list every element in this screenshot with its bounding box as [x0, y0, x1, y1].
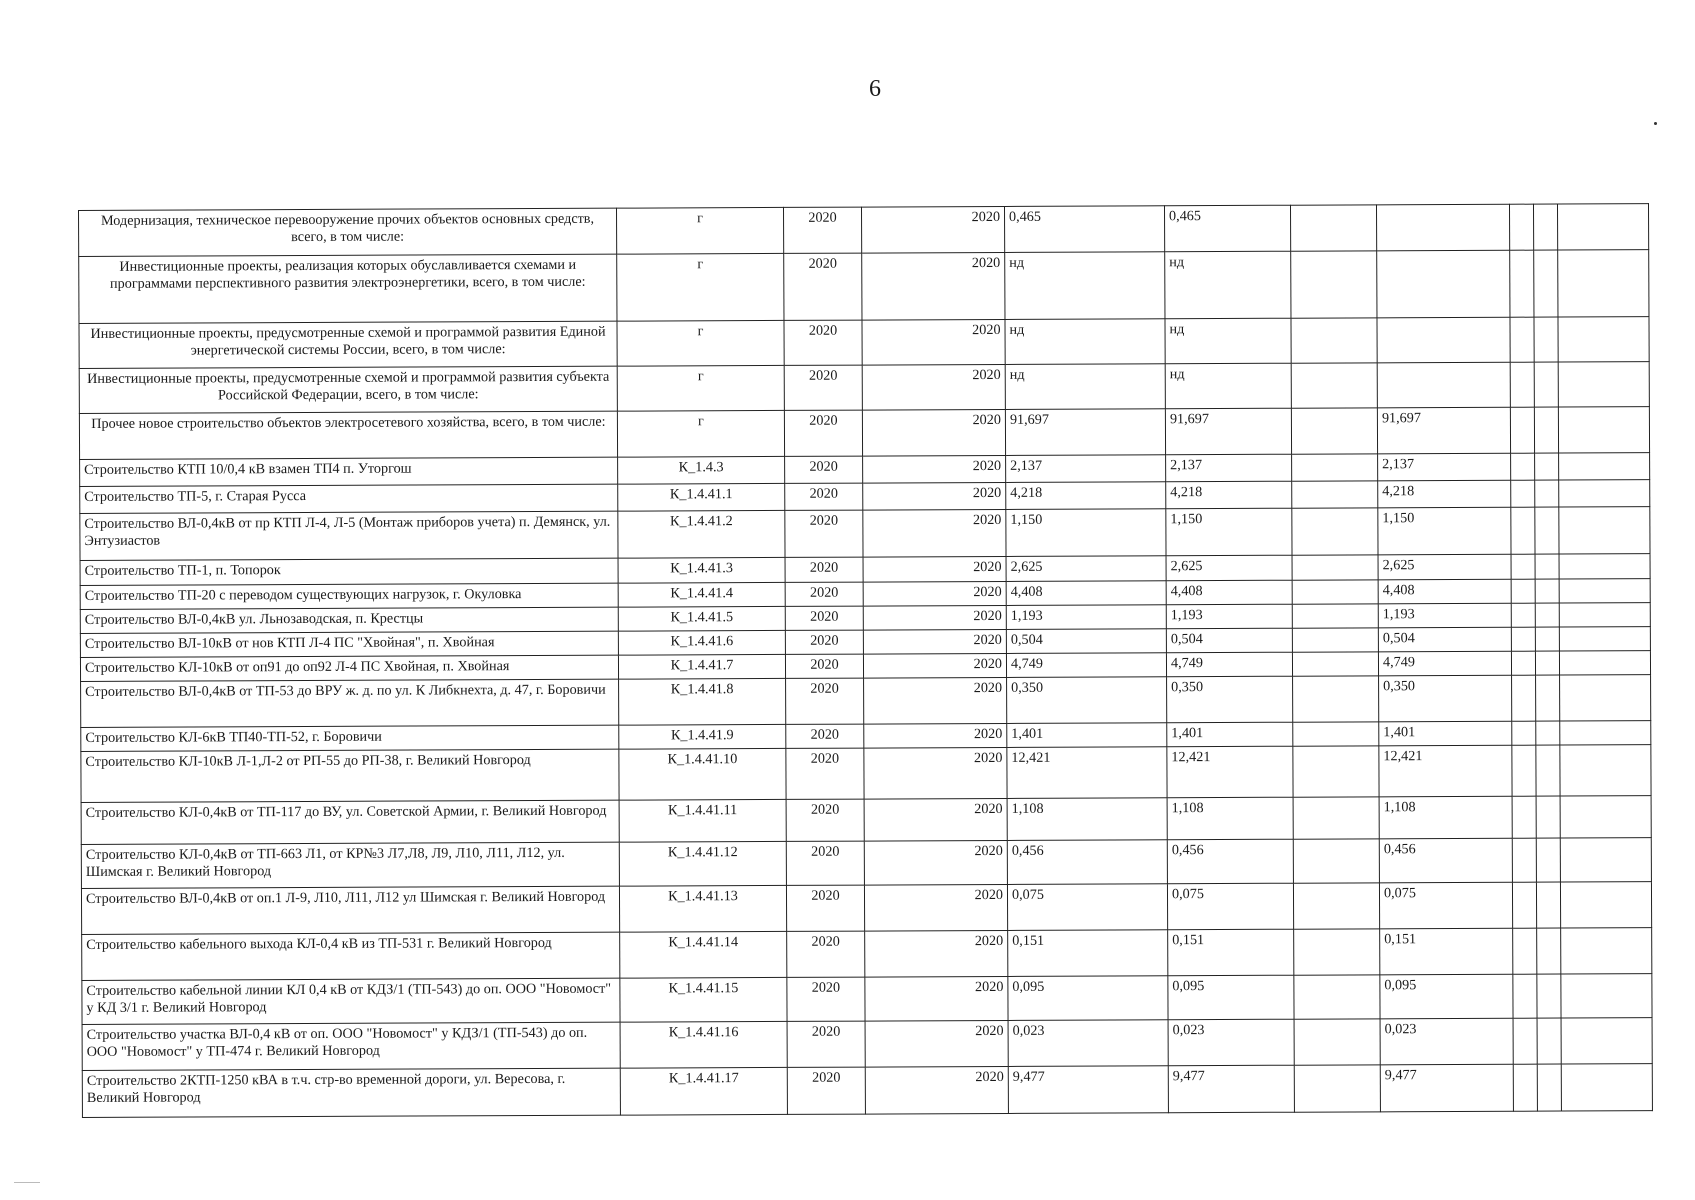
- investment-projects-table: [78, 203, 1653, 1118]
- year-end-cell: 2020: [864, 723, 1007, 748]
- value-2-cell: 1,108: [1167, 797, 1293, 840]
- year-end-cell: 2020: [865, 1020, 1008, 1067]
- empty-cell: [1558, 250, 1649, 317]
- value-3-cell: 0,075: [1379, 882, 1512, 929]
- empty-cell: [1536, 882, 1560, 928]
- project-code-cell: К_1.4.41.16: [620, 1021, 787, 1068]
- table-row: [79, 204, 1649, 257]
- value-1-cell: 2,137: [1006, 455, 1166, 483]
- empty-cell: [1534, 407, 1558, 453]
- value-1-cell: 1,150: [1006, 509, 1166, 557]
- project-code-cell: К_1.4.41.13: [619, 885, 786, 932]
- value-1-cell: 0,465: [1004, 206, 1164, 253]
- empty-cell: [1292, 555, 1378, 580]
- empty-cell: [1560, 745, 1651, 796]
- empty-cell: [1293, 676, 1379, 722]
- project-name-cell: Строительство КЛ-10кВ от оп91 до оп92 Л-4 ПС Хвойная, п. Хвойная: [80, 655, 618, 681]
- project-code-cell: К_1.4.41.11: [619, 799, 786, 842]
- scan-mark: [14, 1182, 40, 1183]
- value-2-cell: 4,218: [1166, 481, 1292, 509]
- year-end-cell: 2020: [864, 747, 1007, 799]
- year-start-cell: 2020: [784, 320, 862, 365]
- empty-cell: [1536, 838, 1560, 882]
- year-start-cell: 2020: [784, 410, 862, 456]
- value-2-cell: 1,401: [1167, 722, 1293, 747]
- year-end-cell: 2020: [863, 509, 1006, 557]
- value-3-cell: 4,218: [1378, 480, 1511, 508]
- year-start-cell: 2020: [785, 483, 863, 510]
- value-1-cell: 12,421: [1007, 747, 1167, 799]
- value-1-cell: 9,477: [1008, 1066, 1168, 1114]
- project-name-cell: Строительство ВЛ-0,4кВ от ТП-53 до ВРУ ж. д. по ул. К Либкнехта, д. 47, г. Боровичи: [81, 679, 619, 727]
- value-3-cell: 12,421: [1379, 745, 1512, 797]
- table-row: [80, 507, 1650, 561]
- value-2-cell: 0,095: [1168, 975, 1294, 1020]
- project-code-cell: К_1.4.41.1: [618, 483, 785, 511]
- empty-cell: [1293, 839, 1379, 883]
- value-1-cell: 0,350: [1007, 677, 1167, 724]
- year-start-cell: 2020: [785, 630, 863, 654]
- year-end-cell: 2020: [862, 364, 1005, 410]
- year-end-cell: 2020: [863, 653, 1006, 678]
- project-name-cell: Строительство КЛ-10кВ Л-1,Л-2 от РП-55 до РП-38, г. Великий Новгород: [81, 749, 619, 802]
- empty-cell: [1513, 928, 1537, 974]
- value-1-cell: 4,749: [1006, 653, 1166, 678]
- value-2-cell: 0,151: [1168, 929, 1294, 976]
- value-2-cell: нд: [1165, 318, 1291, 364]
- project-name-cell: Модернизация, техническое перевооружение прочих объектов основных средств, всего, в том числе:: [79, 208, 617, 256]
- value-1-cell: 0,095: [1008, 976, 1168, 1021]
- empty-cell: [1537, 1064, 1561, 1111]
- table-row: [81, 796, 1651, 845]
- empty-cell: [1292, 508, 1378, 555]
- empty-cell: [1534, 250, 1558, 317]
- empty-cell: [1536, 745, 1560, 796]
- year-start-cell: 2020: [783, 207, 861, 253]
- empty-cell: [1513, 974, 1537, 1018]
- table-row: [81, 675, 1651, 728]
- table-row: [79, 317, 1649, 369]
- project-code-cell: К_1.4.41.17: [620, 1067, 787, 1115]
- value-2-cell: 2,137: [1166, 454, 1292, 482]
- empty-cell: [1292, 628, 1378, 652]
- year-end-cell: 2020: [864, 798, 1007, 841]
- empty-cell: [1535, 453, 1559, 480]
- value-1-cell: 1,108: [1007, 798, 1167, 841]
- empty-cell: [1561, 1018, 1652, 1064]
- project-code-cell: К_1.4.41.5: [618, 606, 785, 631]
- year-start-cell: 2020: [787, 977, 865, 1021]
- empty-cell: [1510, 407, 1534, 453]
- empty-cell: [1292, 652, 1378, 676]
- empty-cell: [1290, 205, 1376, 251]
- empty-cell: [1292, 580, 1378, 604]
- empty-cell: [1293, 722, 1379, 746]
- year-start-cell: 2020: [787, 1067, 865, 1114]
- empty-cell: [1558, 407, 1649, 453]
- empty-cell: [1535, 480, 1559, 507]
- empty-cell: [1512, 838, 1536, 882]
- year-start-cell: 2020: [787, 931, 865, 977]
- value-3-cell: [1377, 250, 1510, 318]
- year-end-cell: 2020: [865, 1066, 1008, 1114]
- empty-cell: [1511, 579, 1535, 603]
- value-1-cell: 0,456: [1007, 840, 1167, 885]
- year-start-cell: 2020: [785, 456, 863, 483]
- value-3-cell: 0,504: [1378, 627, 1511, 652]
- year-start-cell: 2020: [785, 582, 863, 606]
- empty-cell: [1559, 554, 1650, 579]
- value-2-cell: 1,193: [1166, 604, 1292, 629]
- value-3-cell: 1,150: [1378, 507, 1511, 555]
- year-end-cell: 2020: [864, 884, 1007, 931]
- year-start-cell: 2020: [786, 748, 864, 799]
- empty-cell: [1560, 838, 1651, 882]
- empty-cell: [1292, 604, 1378, 628]
- project-code-cell: К_1.4.41.6: [618, 630, 785, 655]
- empty-cell: [1561, 1064, 1652, 1111]
- project-code-cell: К_1.4.41.10: [619, 748, 786, 800]
- empty-cell: [1291, 408, 1377, 454]
- empty-cell: [1510, 250, 1534, 317]
- empty-cell: [1534, 362, 1558, 407]
- empty-cell: [1293, 883, 1379, 929]
- value-2-cell: 0,075: [1167, 883, 1293, 930]
- scan-speck: [1654, 122, 1657, 125]
- value-3-cell: 1,193: [1378, 603, 1511, 628]
- value-2-cell: 9,477: [1168, 1065, 1294, 1113]
- project-code-cell: К_1.4.41.3: [618, 557, 785, 583]
- year-end-cell: 2020: [863, 581, 1006, 606]
- year-end-cell: 2020: [863, 605, 1006, 630]
- project-code-cell: К_1.4.41.7: [618, 654, 785, 679]
- empty-cell: [1294, 1019, 1380, 1065]
- empty-cell: [1560, 796, 1651, 838]
- empty-cell: [1559, 627, 1650, 651]
- project-name-cell: Строительство ТП-5, г. Старая Русса: [80, 484, 618, 513]
- empty-cell: [1294, 929, 1380, 975]
- year-end-cell: 2020: [863, 482, 1006, 510]
- project-name-cell: Строительство 2КТП-1250 кВА в т.ч. стр-во временной дороги, ул. Вересова, г. Великий Новгород: [82, 1068, 620, 1117]
- project-code-cell: К_1.4.3: [618, 456, 785, 484]
- empty-cell: [1559, 480, 1650, 507]
- value-3-cell: 0,350: [1379, 675, 1512, 722]
- value-3-cell: [1377, 317, 1510, 363]
- table-body: [79, 204, 1653, 1118]
- table-row: [82, 974, 1652, 1025]
- empty-cell: [1537, 928, 1561, 974]
- value-3-cell: 91,697: [1377, 407, 1510, 454]
- project-name-cell: Строительство ТП-20 с переводом существующих нагрузок, г. Окуловка: [80, 583, 618, 609]
- empty-cell: [1537, 1018, 1561, 1064]
- empty-cell: [1292, 481, 1378, 508]
- empty-cell: [1511, 627, 1535, 651]
- table-row: [82, 928, 1652, 981]
- year-start-cell: 2020: [785, 510, 863, 557]
- table-row: [81, 882, 1651, 935]
- project-code-cell: г: [617, 320, 784, 366]
- value-1-cell: 4,408: [1006, 581, 1166, 606]
- empty-cell: [1293, 746, 1379, 797]
- empty-cell: [1559, 453, 1650, 480]
- project-code-cell: г: [617, 365, 784, 411]
- year-end-cell: 2020: [864, 677, 1007, 724]
- value-2-cell: 0,023: [1168, 1019, 1294, 1066]
- value-2-cell: 2,625: [1166, 555, 1292, 581]
- empty-cell: [1535, 627, 1559, 651]
- year-start-cell: 2020: [786, 724, 864, 748]
- year-start-cell: 2020: [786, 799, 864, 841]
- empty-cell: [1511, 554, 1535, 579]
- value-3-cell: 2,137: [1378, 453, 1511, 481]
- project-name-cell: Строительство ВЛ-0,4кВ ул. Льнозаводская, п. Крестцы: [80, 607, 618, 633]
- year-end-cell: 2020: [864, 840, 1007, 885]
- project-code-cell: К_1.4.41.8: [619, 678, 786, 725]
- value-1-cell: 2,625: [1006, 556, 1166, 582]
- empty-cell: [1509, 204, 1533, 250]
- empty-cell: [1536, 796, 1560, 838]
- project-name-cell: Инвестиционные проекты, реализация которых обуславливается схемами и программами перспективного развития электроэнергетики, всего, в том числе:: [79, 254, 617, 323]
- empty-cell: [1559, 603, 1650, 627]
- empty-cell: [1558, 317, 1649, 362]
- empty-cell: [1293, 797, 1379, 839]
- empty-cell: [1560, 721, 1651, 745]
- value-3-cell: 9,477: [1380, 1064, 1513, 1112]
- value-1-cell: 91,697: [1005, 409, 1165, 456]
- year-end-cell: 2020: [862, 252, 1005, 320]
- project-name-cell: Строительство кабельного выхода КЛ-0,4 кВ из ТП-531 г. Великий Новгород: [82, 932, 620, 980]
- empty-cell: [1511, 603, 1535, 627]
- year-start-cell: 2020: [785, 557, 863, 582]
- value-1-cell: нд: [1005, 319, 1165, 365]
- table-row: [81, 745, 1651, 803]
- year-end-cell: 2020: [863, 629, 1006, 654]
- project-code-cell: К_1.4.41.2: [618, 510, 785, 558]
- empty-cell: [1536, 721, 1560, 745]
- value-2-cell: нд: [1165, 251, 1291, 319]
- empty-cell: [1513, 1064, 1537, 1111]
- project-name-cell: Строительство ВЛ-10кВ от нов КТП Л-4 ПС "Хвойная", п. Хвойная: [80, 631, 618, 657]
- project-code-cell: К_1.4.41.9: [619, 724, 786, 749]
- table-row: [82, 1018, 1652, 1071]
- value-3-cell: [1377, 362, 1510, 408]
- empty-cell: [1513, 1018, 1537, 1064]
- value-1-cell: 0,504: [1006, 629, 1166, 654]
- project-name-cell: Строительство КЛ-0,4кВ от ТП-663 Л1, от КР№3 Л7,Л8, Л9, Л10, Л11, Л12, ул. Шимская г. Великий Новгород: [81, 842, 619, 888]
- value-3-cell: 1,401: [1379, 721, 1512, 746]
- table-row: [79, 407, 1649, 460]
- value-2-cell: 4,749: [1166, 652, 1292, 677]
- value-3-cell: 1,108: [1379, 796, 1512, 839]
- project-code-cell: г: [617, 410, 784, 457]
- value-2-cell: 4,408: [1166, 580, 1292, 605]
- project-code-cell: К_1.4.41.12: [619, 841, 786, 886]
- year-start-cell: 2020: [786, 841, 864, 885]
- year-end-cell: 2020: [862, 409, 1005, 456]
- project-name-cell: Строительство участка ВЛ-0,4 кВ от оп. ООО "Новомост" у КДЗ/1 (ТП-543) до оп. ООО "Новомост" у ТП-474 г. Великий Новгород: [82, 1022, 620, 1070]
- project-code-cell: К_1.4.41.4: [618, 582, 785, 607]
- value-3-cell: 4,749: [1378, 651, 1511, 676]
- table-row: [79, 362, 1649, 414]
- value-1-cell: нд: [1005, 252, 1165, 320]
- value-2-cell: 12,421: [1167, 746, 1293, 798]
- value-1-cell: 0,075: [1007, 884, 1167, 931]
- empty-cell: [1511, 453, 1535, 480]
- empty-cell: [1535, 507, 1559, 554]
- value-3-cell: 0,023: [1380, 1018, 1513, 1065]
- empty-cell: [1559, 651, 1650, 675]
- value-3-cell: 0,456: [1379, 838, 1512, 883]
- empty-cell: [1557, 204, 1648, 250]
- project-name-cell: Строительство кабельной линии КЛ 0,4 кВ от КДЗ/1 (ТП-543) до оп. ООО "Новомост" у КД 3/1 г. Великий Новгород: [82, 978, 620, 1024]
- empty-cell: [1535, 603, 1559, 627]
- value-2-cell: 0,350: [1167, 676, 1293, 723]
- empty-cell: [1535, 554, 1559, 579]
- project-code-cell: К_1.4.41.15: [620, 977, 787, 1022]
- empty-cell: [1535, 651, 1559, 675]
- empty-cell: [1511, 480, 1535, 507]
- empty-cell: [1291, 363, 1377, 408]
- empty-cell: [1292, 454, 1378, 481]
- empty-cell: [1535, 579, 1559, 603]
- empty-cell: [1291, 251, 1377, 318]
- value-2-cell: 0,504: [1166, 628, 1292, 653]
- value-3-cell: 2,625: [1378, 554, 1511, 580]
- project-name-cell: Строительство ВЛ-0,4кВ от пр КТП Л-4, Л-5 (Монтаж приборов учета) п. Демянск, ул. Энтузиастов: [80, 511, 618, 560]
- year-start-cell: 2020: [785, 654, 863, 678]
- project-code-cell: г: [617, 253, 784, 321]
- project-name-cell: Строительство КЛ-6кВ ТП40-ТП-52, г. Боровичи: [81, 725, 619, 751]
- year-end-cell: 2020: [865, 976, 1008, 1021]
- empty-cell: [1512, 796, 1536, 838]
- value-2-cell: 91,697: [1165, 408, 1291, 455]
- project-name-cell: Прочее новое строительство объектов электросетевого хозяйства, всего, в том числе:: [79, 411, 617, 459]
- empty-cell: [1560, 675, 1651, 721]
- value-1-cell: 4,218: [1006, 482, 1166, 510]
- value-2-cell: нд: [1165, 363, 1291, 409]
- project-name-cell: Строительство ВЛ-0,4кВ от оп.1 Л-9, Л10, Л11, Л12 ул Шимская г. Великий Новгород: [81, 886, 619, 934]
- empty-cell: [1560, 882, 1651, 928]
- value-3-cell: 0,095: [1380, 974, 1513, 1019]
- empty-cell: [1537, 974, 1561, 1018]
- empty-cell: [1561, 928, 1652, 974]
- project-name-cell: Инвестиционные проекты, предусмотренные схемой и программой развития Единой энергетической системы России, всего, в том числе:: [79, 321, 617, 368]
- empty-cell: [1558, 362, 1649, 407]
- value-1-cell: 0,023: [1008, 1020, 1168, 1067]
- year-start-cell: 2020: [785, 606, 863, 630]
- year-end-cell: 2020: [862, 319, 1005, 365]
- project-name-cell: Строительство ТП-1, п. Топорок: [80, 558, 618, 585]
- project-name-cell: Строительство КЛ-0,4кВ от ТП-117 до ВУ, ул. Советской Армии, г. Великий Новгород: [81, 800, 619, 844]
- empty-cell: [1294, 975, 1380, 1019]
- empty-cell: [1291, 318, 1377, 363]
- page-number: 6: [869, 76, 881, 102]
- empty-cell: [1533, 204, 1557, 250]
- year-end-cell: 2020: [865, 930, 1008, 977]
- empty-cell: [1294, 1065, 1380, 1112]
- table-row: [82, 1064, 1652, 1118]
- year-end-cell: 2020: [861, 206, 1004, 253]
- value-2-cell: 1,150: [1166, 508, 1292, 556]
- value-1-cell: 0,151: [1008, 930, 1168, 977]
- empty-cell: [1559, 579, 1650, 603]
- year-start-cell: 2020: [786, 678, 864, 724]
- empty-cell: [1512, 721, 1536, 745]
- empty-cell: [1534, 317, 1558, 362]
- value-1-cell: 1,193: [1006, 605, 1166, 630]
- value-1-cell: нд: [1005, 364, 1165, 410]
- year-start-cell: 2020: [784, 253, 862, 320]
- empty-cell: [1511, 507, 1535, 554]
- project-name-cell: Инвестиционные проекты, предусмотренные схемой и программой развития субъекта Российской Федерации, всего, в том числе:: [79, 366, 617, 413]
- empty-cell: [1559, 507, 1650, 554]
- empty-cell: [1510, 362, 1534, 407]
- empty-cell: [1536, 675, 1560, 721]
- table-row: [79, 250, 1649, 324]
- empty-cell: [1512, 882, 1536, 928]
- project-code-cell: г: [616, 207, 783, 254]
- value-2-cell: 0,465: [1164, 205, 1290, 252]
- value-3-cell: 0,151: [1380, 928, 1513, 975]
- value-3-cell: [1376, 204, 1509, 251]
- empty-cell: [1561, 974, 1652, 1018]
- empty-cell: [1510, 317, 1534, 362]
- project-code-cell: К_1.4.41.14: [620, 931, 787, 978]
- empty-cell: [1512, 745, 1536, 796]
- value-3-cell: 4,408: [1378, 579, 1511, 604]
- year-start-cell: 2020: [784, 365, 862, 410]
- year-end-cell: 2020: [863, 556, 1006, 582]
- year-end-cell: 2020: [863, 455, 1006, 483]
- empty-cell: [1512, 675, 1536, 721]
- table-row: [81, 838, 1651, 889]
- year-start-cell: 2020: [787, 1021, 865, 1067]
- empty-cell: [1511, 651, 1535, 675]
- value-1-cell: 1,401: [1007, 723, 1167, 748]
- project-name-cell: Строительство КТП 10/0,4 кВ взамен ТП4 п. Уторгош: [80, 457, 618, 486]
- value-2-cell: 0,456: [1167, 839, 1293, 884]
- year-start-cell: 2020: [786, 885, 864, 931]
